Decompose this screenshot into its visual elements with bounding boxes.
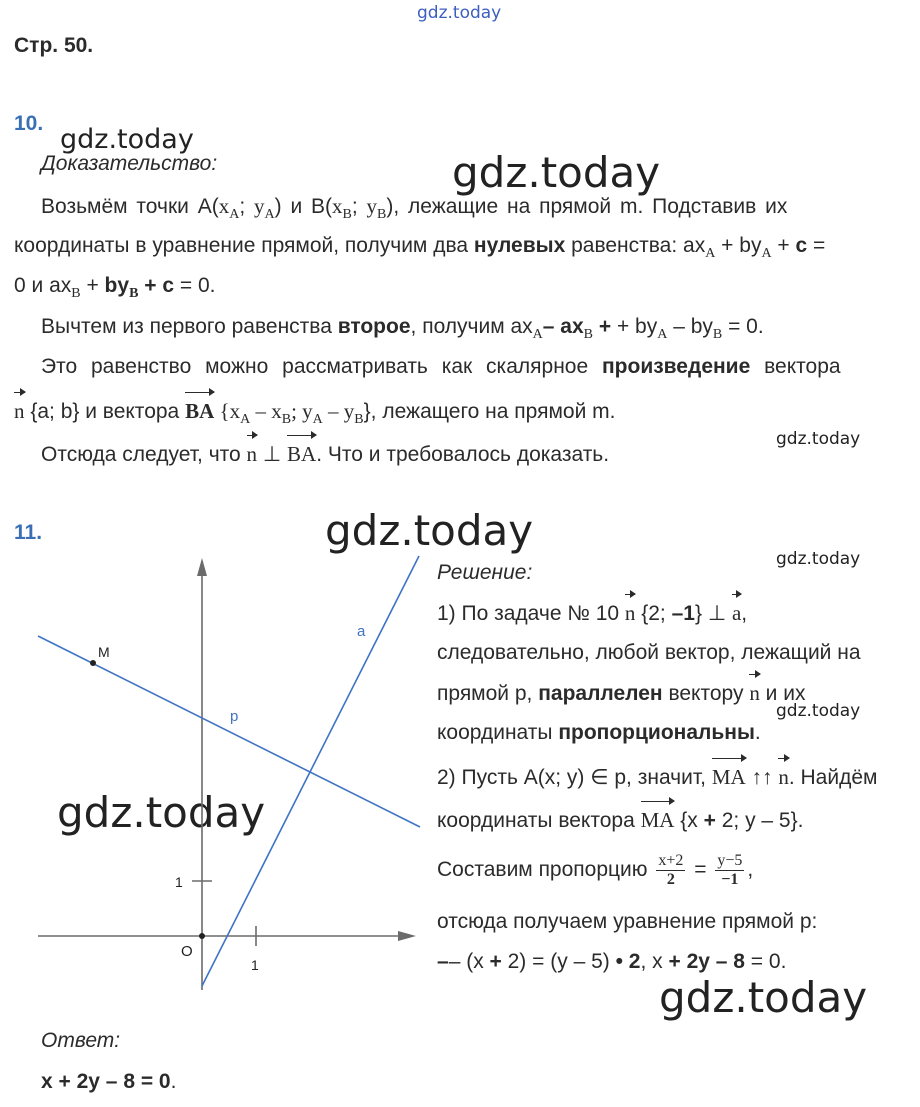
vector-n: n [625, 593, 636, 633]
task-number: 10. [14, 112, 44, 135]
point-m [90, 660, 96, 666]
vector-n: n [749, 673, 760, 713]
watermark: gdz.today [325, 506, 534, 555]
label-origin: O [181, 943, 193, 960]
watermark: gdz.today [776, 549, 861, 569]
label-y-one: 1 [175, 874, 183, 890]
solution-line: 1) По задаче № 10 n {2; –1} ⊥ a, [437, 593, 747, 634]
answer-value: x + 2y – 8 = 0. [41, 1070, 177, 1093]
solution-line: следовательно, любой вектор, лежащий на [437, 641, 861, 664]
x-axis-arrow [398, 931, 416, 941]
vector-n: n [14, 391, 25, 431]
vector-ma: MA [641, 800, 675, 840]
line-a [202, 556, 419, 986]
solution-line: координаты вектора MA {x + 2; y – 5}. [437, 800, 803, 841]
solution-line: координаты пропорциональны. [437, 721, 761, 744]
vector-a: a [732, 593, 741, 633]
watermark: gdz.today [659, 973, 868, 1022]
proof-label: Доказательство: [41, 152, 218, 175]
paragraph-line: n {a; b} и вектора BA {$x_A - x_B$; $y_A - y_B$}, лежащего на прямой m. [14, 391, 616, 440]
vector-n: n [778, 757, 789, 797]
task-number: 11. [14, 521, 43, 544]
watermark: gdz.today [57, 788, 266, 837]
solution-line: –– (x + 2) = (y – 5) • 2, x + 2y – 8 = 0. [437, 950, 787, 973]
solution-line: прямой р, параллелен вектору n и их [437, 673, 805, 714]
paragraph-line: Отсюда следует, что n ⊥ BA. Что и требовалось доказать. [41, 434, 609, 475]
watermark: gdz.today [776, 701, 861, 721]
paragraph-line: координаты в уравнение прямой, получим два нулевых равенства: $ax_A + by_A + c$ = [14, 234, 826, 261]
label-a: a [357, 623, 366, 640]
label-m: M [98, 644, 110, 660]
vector-ma: MA [712, 757, 746, 797]
y-axis-arrow [197, 558, 207, 576]
watermark: gdz.today [60, 124, 194, 155]
fraction-right: $\frac{y-5}{-1}$ [717, 851, 743, 888]
watermark: gdz.today [417, 3, 502, 23]
solution-line: 2) Пусть A(x; y) ∈ p, значит, MA ↑↑ n. Найдём [437, 757, 877, 798]
vector-ba: BA [287, 434, 316, 474]
vector-ba: BA [185, 391, 214, 431]
paragraph-line: Это равенство можно рассматривать как скалярное произведение вектора [41, 355, 841, 378]
solution-line: Составим пропорцию $\frac{x+2}{2}$ = $\frac{y-5}{-1}$ , [437, 851, 754, 888]
answer-label: Ответ: [41, 1029, 121, 1052]
solution-line: отсюда получаем уравнение прямой р: [437, 910, 818, 933]
page-title: Стр. 50. [14, 34, 94, 57]
label-x-one: 1 [251, 957, 259, 973]
label-p: p [230, 708, 239, 725]
paragraph-line: Вычтем из первого равенства второе, получим $ax_A-$ $ax_B$ + + $by_A - by_B = 0$. [41, 315, 764, 342]
watermark: gdz.today [776, 429, 861, 449]
paragraph-line: 0 и $ax_B + by_B + c = 0$. [14, 274, 216, 301]
origin-point [199, 933, 205, 939]
paragraph-line: Возьмём точки $A(x_A$; $y_A$) и $B(x_B$; $y_B$), лежащие на прямой m. Подставив их [41, 194, 788, 222]
fraction-left: $\frac{x+2}{2}$ [658, 851, 684, 888]
watermark: gdz.today [452, 148, 661, 197]
vector-n: n [247, 434, 258, 474]
solution-label: Решение: [437, 561, 533, 584]
